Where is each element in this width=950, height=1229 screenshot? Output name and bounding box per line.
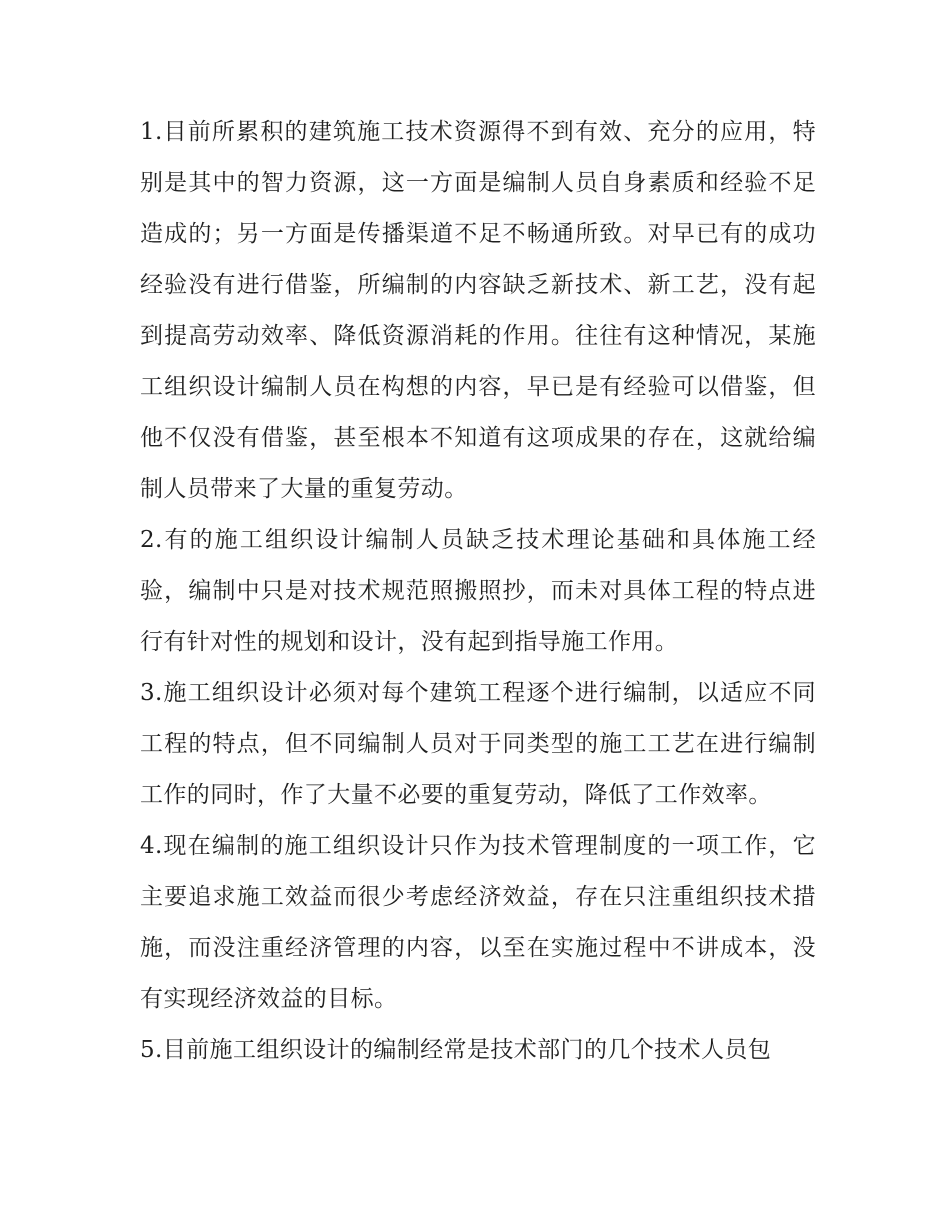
- paragraph-1: 1.目前所累积的建筑施工技术资源得不到有效、充分的应用，特别是其中的智力资源，这一方面是编制人员自身素质和经验不足造成的；另一方面是传播渠道不足不畅通所致。对早已有的成功经验没有进行借鉴，所编制的内容缺乏新技术、新工艺，没有起到提高劳动效率、降低资源消耗的作用。往往有这种情况，某施工组织设计编制人员在构想的内容，早已是有经验可以借鉴，但他不仅没有借鉴，甚至根本不知道有这项成果的存在，这就给编制人员带来了大量的重复劳动。: [140, 119, 816, 502]
- paragraph-2: 2.有的施工组织设计编制人员缺乏技术理论基础和具体施工经验，编制中只是对技术规范照搬照抄，而未对具体工程的特点进行有针对性的规划和设计，没有起到指导施工作用。: [140, 527, 816, 655]
- paragraph-5: 5.目前施工组织设计的编制经常是技术部门的几个技术人员包: [140, 1037, 772, 1063]
- paragraph-3: 3.施工组织设计必须对每个建筑工程逐个进行编制，以适应不同工程的特点，但不同编制人员对于同类型的施工工艺在进行编制工作的同时，作了大量不必要的重复劳动，降低了工作效率。: [140, 680, 816, 808]
- document-body: [140, 107, 816, 1076]
- paragraph-4: 4.现在编制的施工组织设计只作为技术管理制度的一项工作，它主要追求施工效益而很少考虑经济效益，存在只注重组织技术措施，而没注重经济管理的内容，以至在实施过程中不讲成本，没有实现经济效益的目标。: [140, 833, 816, 1012]
